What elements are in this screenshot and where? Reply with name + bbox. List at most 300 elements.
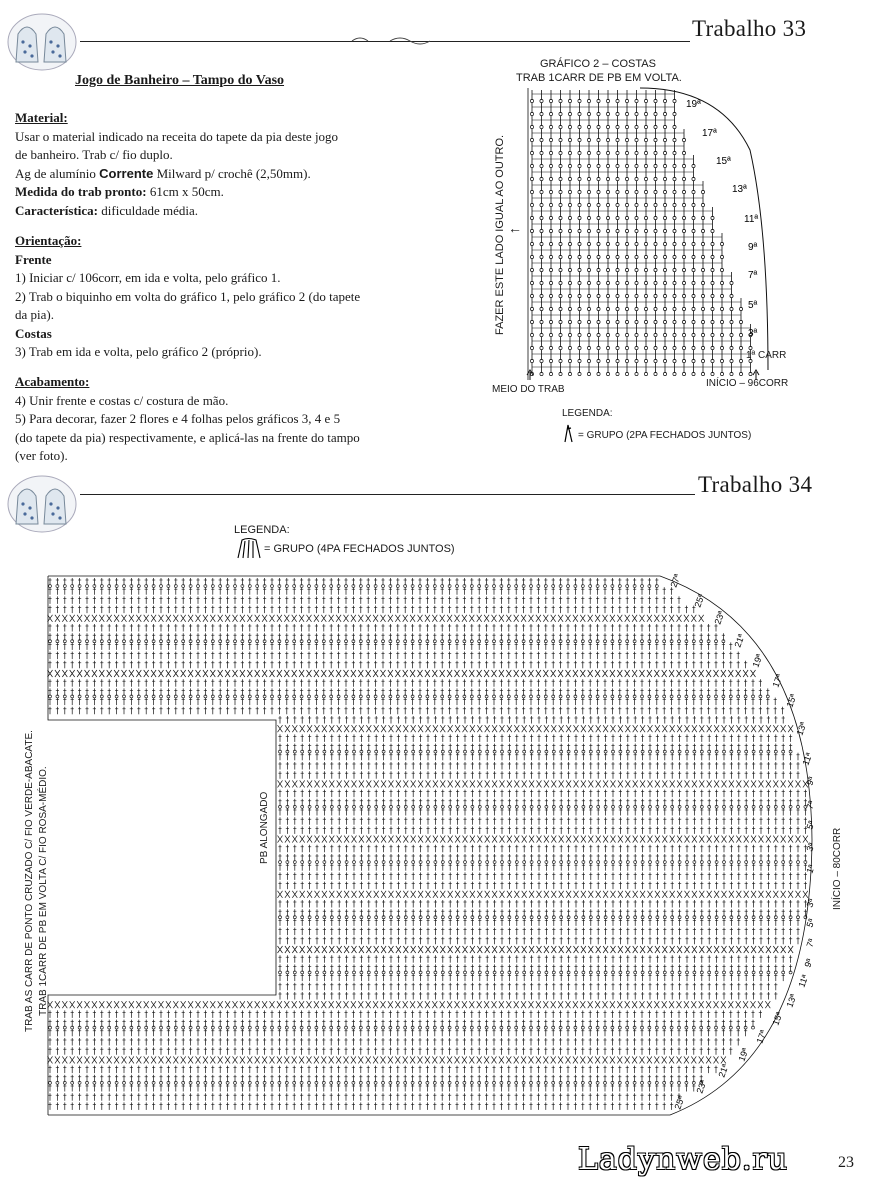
cross-stitch [751,780,756,787]
characteristic-line: Característica: dificuldade média. [15,202,199,218]
cross-stitch [381,670,386,677]
cross-stitch [166,615,171,622]
cross-stitch [529,780,534,787]
chart2-start-row-label: 1ª CARR [746,350,787,361]
cross-stitch [722,725,727,732]
cross-stitch [247,670,252,677]
cross-stitch [247,615,252,622]
cross-stitch [381,725,386,732]
cross-stitch [588,670,593,677]
cross-stitch [366,780,371,787]
cross-stitch [566,780,571,787]
cross-stitch [55,615,60,622]
cross-stitch [314,615,319,622]
finishing-section [15,373,435,466]
cross-stitch [315,725,320,732]
chart2-row [530,324,752,337]
cross-stitch [448,725,453,732]
material-section [15,109,435,220]
cross-stitch [337,780,342,787]
jar-illustration [6,12,78,72]
cross-stitch [410,615,415,622]
chart2-side-note: FAZER ESTE LADO IGUAL AO OUTRO. [494,134,506,335]
front-subheading: Frente [15,251,52,267]
cross-stitch [403,670,408,677]
chart34-legend-symbol [236,537,262,564]
cross-stitch [277,615,282,622]
chart2-row [530,103,676,116]
cross-stitch [455,725,460,732]
cross-stitch [558,615,563,622]
step-2b: da pia). [15,307,54,322]
cross-stitch [122,670,127,677]
cross-stitch [92,670,97,677]
cross-stitch [744,725,749,732]
chart34-grid [40,570,840,1140]
cross-stitch [736,725,741,732]
cross-stitch [618,780,623,787]
chart2-row-label: 5ª [748,300,758,311]
cross-stitch [618,725,623,732]
cross-stitch [344,615,349,622]
chart34-row [48,606,695,614]
cross-stitch [499,670,504,677]
cross-stitch [647,615,652,622]
cross-stitch [625,780,630,787]
chart34-row [278,716,784,724]
cross-stitch [136,670,141,677]
cross-stitch [62,615,67,622]
cross-stitch [462,615,467,622]
cross-stitch [492,670,497,677]
cross-stitch [788,780,793,787]
cross-stitch [292,615,297,622]
chart2-subtitle: TRAB 1CARR DE PB EM VOLTA. [516,72,682,84]
chart34-row [48,707,784,715]
chart2-row [530,181,704,194]
cross-stitch [329,670,334,677]
cross-stitch [455,670,460,677]
cross-stitch [270,615,275,622]
group-stitch-icon [563,423,577,443]
cross-stitch [92,615,97,622]
chart34-row [48,688,769,698]
cross-stitch [151,670,156,677]
cross-stitch [225,670,230,677]
chart34-row [278,790,807,798]
cross-stitch [522,725,527,732]
cross-stitch [292,780,297,787]
cross-stitch [566,615,571,622]
cross-stitch [196,615,201,622]
cross-stitch [425,670,430,677]
cross-stitch [292,670,297,677]
chart2-legend-item: = GRUPO (2PA FECHADOS JUNTOS) [578,430,752,441]
cross-stitch [596,780,601,787]
cross-stitch [477,670,482,677]
jar-pair-icon [6,12,78,72]
cross-stitch [551,670,556,677]
cross-stitch [648,780,653,787]
chart34-row [278,771,799,779]
cross-stitch [329,780,334,787]
cross-stitch [188,615,193,622]
chart2-row [530,194,704,207]
cross-stitch [625,670,630,677]
cross-stitch [99,670,104,677]
chart34-row [48,633,725,643]
cross-stitch [669,670,674,677]
cross-stitch [307,725,312,732]
cross-stitch [470,725,475,732]
cross-stitch [781,725,786,732]
cross-stitch [699,725,704,732]
cross-stitch [610,615,615,622]
cross-stitch [299,615,304,622]
cross-stitch [418,780,423,787]
cross-stitch [558,670,563,677]
chart2-row [530,272,733,285]
cross-stitch [144,670,149,677]
cross-stitch [707,725,712,732]
cross-stitch [773,780,778,787]
cross-stitch [300,725,305,732]
chart34-row [278,780,808,787]
cross-stitch [432,670,437,677]
cross-stitch [292,725,297,732]
cross-stitch [544,725,549,732]
cross-stitch [529,725,534,732]
chart2-row [530,155,695,168]
chart2-row [530,337,752,350]
chart2-row [530,142,685,155]
cross-stitch [129,615,134,622]
cross-stitch [337,725,342,732]
cross-stitch [529,670,534,677]
cross-stitch [654,615,659,622]
cross-stitch [321,615,326,622]
cross-stitch [218,670,223,677]
cross-stitch [507,780,512,787]
cross-stitch [759,780,764,787]
cross-stitch [536,670,541,677]
cross-stitch [395,670,400,677]
cross-stitch [648,725,653,732]
cross-stitch [485,780,490,787]
cross-stitch [374,780,379,787]
chart34-row [48,642,732,650]
chart2-row [530,90,676,103]
cross-stitch [677,725,682,732]
cross-stitch [285,725,290,732]
cross-stitch [107,670,112,677]
cross-stitch [766,725,771,732]
cross-stitch [299,670,304,677]
cross-stitch [484,670,489,677]
cross-stitch [484,615,489,622]
cross-stitch [751,670,756,677]
cross-stitch [766,780,771,787]
cross-stitch [699,615,704,622]
chart34-row [278,734,792,742]
cross-stitch [684,670,689,677]
cross-stitch [500,725,505,732]
cross-stitch [588,725,593,732]
cross-stitch [210,670,215,677]
cross-stitch [262,615,267,622]
cross-stitch [411,780,416,787]
cross-stitch [344,725,349,732]
cross-stitch [447,615,452,622]
cross-stitch [595,615,600,622]
cross-stitch [677,670,682,677]
cross-stitch [714,670,719,677]
cross-stitch [691,670,696,677]
cross-stitch [233,670,238,677]
chart2-row-label: 3ª [748,328,758,339]
chart34-row [48,661,747,669]
cross-stitch [796,780,801,787]
cross-stitch [714,725,719,732]
cross-stitch [559,780,564,787]
cross-stitch [721,670,726,677]
cross-stitch [662,725,667,732]
cross-stitch [448,780,453,787]
cross-stitch [759,725,764,732]
cross-stitch [581,725,586,732]
cross-stitch [521,670,526,677]
cross-stitch [344,780,349,787]
cross-stitch [173,615,178,622]
cross-stitch [574,725,579,732]
cross-stitch [122,615,127,622]
cross-stitch [352,780,357,787]
cross-stitch [536,615,541,622]
cross-stitch [662,670,667,677]
cross-stitch [617,670,622,677]
cross-stitch [322,780,327,787]
cross-stitch [574,780,579,787]
cross-stitch [596,725,601,732]
cross-stitch [233,615,238,622]
orientation-section [15,232,435,362]
cross-stitch [403,725,408,732]
cross-stitch [321,670,326,677]
cross-stitch [744,780,749,787]
cross-stitch [611,780,616,787]
cross-stitch [611,725,616,732]
step-5b: (do tapete da pia) respectivamente, e aplicá-las na frente do tampo [15,429,360,445]
cross-stitch [359,725,364,732]
cross-stitch [514,615,519,622]
chart34-row [48,624,717,632]
chart34-row [48,698,776,706]
cross-stitch [359,780,364,787]
cross-stitch [315,780,320,787]
chart2-row [530,363,752,376]
cross-stitch [107,615,112,622]
chart34-row [278,725,794,732]
cross-stitch [277,670,282,677]
chart2-row [530,207,714,220]
chart2-title: GRÁFICO 2 – COSTAS [540,58,656,70]
cross-stitch [144,615,149,622]
chart2-row-label: 15ª [716,156,731,167]
cross-stitch [351,670,356,677]
cross-stitch [418,670,423,677]
cross-stitch [300,780,305,787]
cross-stitch [551,780,556,787]
cross-stitch [181,615,186,622]
chart2-row [530,168,695,181]
cross-stitch [336,615,341,622]
cross-stitch [203,670,208,677]
decorative-ornament [350,34,450,52]
cross-stitch [537,725,542,732]
chart2-bottom-left: MEIO DO TRAB [492,384,565,395]
cross-stitch [455,615,460,622]
cross-stitch [729,780,734,787]
cross-stitch [551,725,556,732]
cross-stitch [322,725,327,732]
cross-stitch [426,725,431,732]
material-line-3: Ag de alumínio Corrente Milward p/ crochê (2,50mm). [15,165,311,181]
chart2-row [530,285,733,298]
cross-stitch [685,725,690,732]
cross-stitch [736,780,741,787]
cross-stitch [499,615,504,622]
chart34-row [48,652,739,660]
cross-stitch [389,780,394,787]
cross-stitch [640,725,645,732]
chart2-row [530,233,723,246]
brand-name: Corrente [99,165,154,181]
cross-stitch [358,615,363,622]
cross-stitch [336,670,341,677]
orientation-heading: Orientação: [15,233,82,248]
cross-stitch [218,615,223,622]
cross-stitch [455,780,460,787]
chart34-row [278,762,799,770]
cross-stitch [469,670,474,677]
header-rule-34 [80,494,695,495]
cross-stitch [278,725,283,732]
cross-stitch [447,670,452,677]
cross-stitch [307,780,312,787]
cross-stitch [373,670,378,677]
cross-stitch [588,615,593,622]
cross-stitch [99,615,104,622]
cross-stitch [514,670,519,677]
cross-stitch [159,615,164,622]
cross-stitch [654,670,659,677]
cross-stitch [418,615,423,622]
cross-stitch [440,670,445,677]
chart2-row [530,350,752,363]
cross-stitch [373,615,378,622]
cross-stitch [603,780,608,787]
cross-stitch [418,725,423,732]
cross-stitch [395,615,400,622]
cross-stitch [381,780,386,787]
section-title-34: Trabalho 34 [698,472,813,497]
cross-stitch [166,670,171,677]
chart34-legend-title: LEGENDA: [234,524,290,536]
cross-stitch [440,780,445,787]
cross-stitch [181,670,186,677]
cross-stitch [62,670,67,677]
cross-stitch [640,780,645,787]
cross-stitch [366,670,371,677]
cross-stitch [655,725,660,732]
cross-stitch [580,615,585,622]
cross-stitch [425,615,430,622]
cross-stitch [403,780,408,787]
cross-stitch [196,670,201,677]
step-4: 4) Unir frente e costas c/ costura de mão. [15,392,229,408]
cross-stitch [573,670,578,677]
material-heading: Material: [15,110,68,125]
cross-stitch [352,725,357,732]
cross-stitch [617,615,622,622]
chart34-row [278,753,799,761]
cross-stitch [573,615,578,622]
chart2-row [530,246,723,259]
cross-stitch [240,670,245,677]
cross-stitch [662,780,667,787]
jar-illustration-2 [6,474,78,534]
cross-stitch [603,670,608,677]
cross-stitch [543,670,548,677]
finishing-heading: Acabamento: [15,374,90,389]
cross-stitch [77,615,82,622]
cross-stitch [559,725,564,732]
chart2-row-label: 9ª [748,242,758,253]
material-line-1: Usar o material indicado na receita do tapete da pia deste jogo [15,128,339,144]
cross-stitch [285,780,290,787]
chart2-legend-symbol [563,423,577,448]
chart34-legend-item: = GRUPO (4PA FECHADOS JUNTOS) [264,543,455,555]
cross-stitch [396,780,401,787]
cross-stitch [537,780,542,787]
cross-stitch [566,670,571,677]
cross-stitch [699,780,704,787]
chart2-bottom-right: INÍCIO – 96CORR [706,378,789,389]
chart2-grid [520,80,800,380]
cross-stitch [595,670,600,677]
measure-line: Medida do trab pronto: 61cm x 50cm. [15,184,224,199]
cross-stitch [477,780,482,787]
chart34-row [48,596,680,604]
cross-stitch [670,780,675,787]
cross-stitch [388,615,393,622]
chart2-row [530,298,742,311]
cross-stitch [270,670,275,677]
chart2-row [530,129,685,142]
chart34-row [48,679,762,687]
cross-stitch [410,670,415,677]
cross-stitch [381,615,386,622]
cross-stitch [485,725,490,732]
chart2-row-label: 13ª [732,184,747,195]
cross-stitch [396,725,401,732]
chart2-row [530,311,742,324]
cross-stitch [388,670,393,677]
pattern-heading: Jogo de Banheiro – Tampo do Vaso [75,73,285,88]
step-5c: (ver foto). [15,448,68,463]
cross-stitch [603,615,608,622]
cross-stitch [610,670,615,677]
